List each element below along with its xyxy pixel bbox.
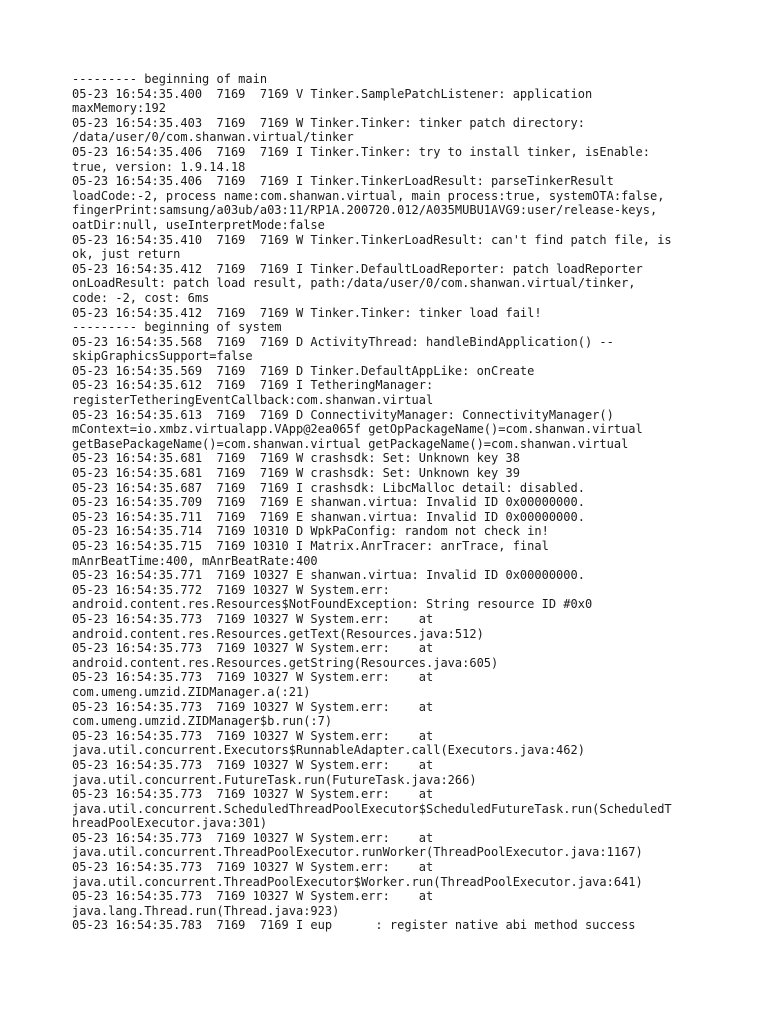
log-line: 05-23 16:54:35.715 7169 10310 I Matrix.AnrTracer: anrTrace, final xyxy=(72,539,549,553)
log-line: 05-23 16:54:35.410 7169 7169 W Tinker.TinkerLoadResult: can't find patch file, is xyxy=(72,232,672,247)
log-line: 05-23 16:54:35.403 7169 7169 W Tinker.Tinker: tinker patch directory: xyxy=(72,115,585,130)
log-line: 05-23 16:54:35.773 7169 10327 W System.err: at xyxy=(72,641,434,656)
log-line: 05-23 16:54:35.412 7169 7169 I Tinker.DefaultLoadReporter: patch loadReporter xyxy=(72,261,643,276)
log-line: java.lang.Thread.run(Thread.java:923) xyxy=(72,903,340,918)
log-line: java.util.concurrent.ThreadPoolExecutor$Worker.run(ThreadPoolExecutor.java:641) xyxy=(72,874,643,889)
log-line: code: -2, cost: 6ms xyxy=(72,290,210,305)
log-line: 05-23 16:54:35.681 7169 7169 W crashsdk: Set: Unknown key 38 xyxy=(72,451,520,466)
log-line: java.util.concurrent.ScheduledThreadPoolExecutor$ScheduledFutureTask.run(ScheduledT xyxy=(72,801,672,816)
log-line: 05-23 16:54:35.709 7169 7169 E shanwan.virtua: Invalid ID 0x00000000. xyxy=(72,495,585,510)
log-line: 05-23 16:54:35.773 7169 10327 W System.err: at xyxy=(72,699,434,714)
log-line: 05-23 16:54:35.681 7169 7169 W crashsdk: Set: Unknown key 39 xyxy=(72,466,520,481)
log-line: registerTetheringEventCallback:com.shanwan.virtual xyxy=(72,393,434,408)
log-line: mContext=io.xmbz.virtualapp.VApp@2ea065f getOpPackageName()=com.shanwan.virtual xyxy=(72,422,643,437)
log-line: com.umeng.umzid.ZIDManager$b.run(:7) xyxy=(72,714,333,729)
log-line: 05-23 16:54:35.687 7169 7169 I crashsdk: LibcMalloc detail: disabled. xyxy=(72,480,585,495)
log-line: 05-23 16:54:35.406 7169 7169 I Tinker.Tinker: try to install tinker, isEnable: xyxy=(72,144,650,159)
log-line: 05-23 16:54:35.783 7169 7169 I eup : register native abi method success xyxy=(72,918,636,933)
log-line: --------- beginning of main xyxy=(72,72,268,86)
log-line: 05-23 16:54:35.773 7169 10327 W System.err: at xyxy=(72,860,434,875)
log-line: --------- beginning of system xyxy=(72,320,282,335)
log-line: 05-23 16:54:35.400 7169 7169 V Tinker.SamplePatchListener: application xyxy=(72,86,593,101)
log-line: 05-23 16:54:35.773 7169 10327 W System.err: at xyxy=(72,728,434,743)
log-line: fingerPrint:samsung/a03ub/a03:11/RP1A.200720.012/A035MUBU1AVG9:user/release-keys, xyxy=(72,203,658,218)
log-line: 05-23 16:54:35.569 7169 7169 D Tinker.DefaultAppLike: onCreate xyxy=(72,363,535,378)
log-line: 05-23 16:54:35.406 7169 7169 I Tinker.TinkerLoadResult: parseTinkerResult xyxy=(72,174,614,189)
log-line: 05-23 16:54:35.771 7169 10327 E shanwan.virtua: Invalid ID 0x00000000. xyxy=(72,568,585,583)
log-line: android.content.res.Resources$NotFoundException: String resource ID #0x0 xyxy=(72,597,593,612)
log-line: onLoadResult: patch load result, path:/data/user/0/com.shanwan.virtual/tinker, xyxy=(72,276,636,291)
log-line: ok, just return xyxy=(72,247,181,262)
log-line: hreadPoolExecutor.java:301) xyxy=(72,816,268,831)
log-line: 05-23 16:54:35.613 7169 7169 D ConnectivityManager: ConnectivityManager() xyxy=(72,407,614,422)
log-line: 05-23 16:54:35.568 7169 7169 D ActivityThread: handleBindApplication() -- xyxy=(72,334,614,349)
log-line: com.umeng.umzid.ZIDManager.a(:21) xyxy=(72,684,311,699)
log-line: skipGraphicsSupport=false xyxy=(72,349,253,364)
log-line: java.util.concurrent.ThreadPoolExecutor.runWorker(ThreadPoolExecutor.java:1167) xyxy=(72,845,643,860)
log-line: oatDir:null, useInterpretMode:false xyxy=(72,217,325,232)
log-line: 05-23 16:54:35.773 7169 10327 W System.err: at xyxy=(72,757,434,772)
log-line: java.util.concurrent.FutureTask.run(FutureTask.java:266) xyxy=(72,772,477,787)
log-line: 05-23 16:54:35.773 7169 10327 W System.err: at xyxy=(72,670,434,685)
log-line: 05-23 16:54:35.772 7169 10327 W System.err: xyxy=(72,582,390,597)
log-line: 05-23 16:54:35.773 7169 10327 W System.err: at xyxy=(72,611,434,626)
log-line: getBasePackageName()=com.shanwan.virtual getPackageName()=com.shanwan.virtual xyxy=(72,436,629,451)
log-line: 05-23 16:54:35.612 7169 7169 I TetheringManager: xyxy=(72,378,434,393)
log-line: 05-23 16:54:35.773 7169 10327 W System.err: at xyxy=(72,787,434,802)
log-text-block xyxy=(72,72,712,933)
log-line: 05-23 16:54:35.773 7169 10327 W System.err: at xyxy=(72,889,434,904)
log-line: maxMemory:192 xyxy=(72,101,166,116)
log-line: android.content.res.Resources.getString(Resources.java:605) xyxy=(72,655,499,670)
log-line: 05-23 16:54:35.711 7169 7169 E shanwan.virtua: Invalid ID 0x00000000. xyxy=(72,509,585,524)
log-line: 05-23 16:54:35.714 7169 10310 D WpkPaConfig: random not check in! xyxy=(72,524,549,539)
log-line: android.content.res.Resources.getText(Resources.java:512) xyxy=(72,626,484,641)
log-line: 05-23 16:54:35.412 7169 7169 W Tinker.Tinker: tinker load fail! xyxy=(72,305,542,320)
log-line: loadCode:-2, process name:com.shanwan.virtual, main process:true, systemOTA:false, xyxy=(72,188,665,203)
log-line: mAnrBeatTime:400, mAnrBeatRate:400 xyxy=(72,553,318,568)
log-line: true, version: 1.9.14.18 xyxy=(72,159,246,174)
log-line: 05-23 16:54:35.773 7169 10327 W System.err: at xyxy=(72,830,434,845)
log-line: java.util.concurrent.Executors$RunnableAdapter.call(Executors.java:462) xyxy=(72,743,585,758)
log-line: /data/user/0/com.shanwan.virtual/tinker xyxy=(72,130,354,145)
